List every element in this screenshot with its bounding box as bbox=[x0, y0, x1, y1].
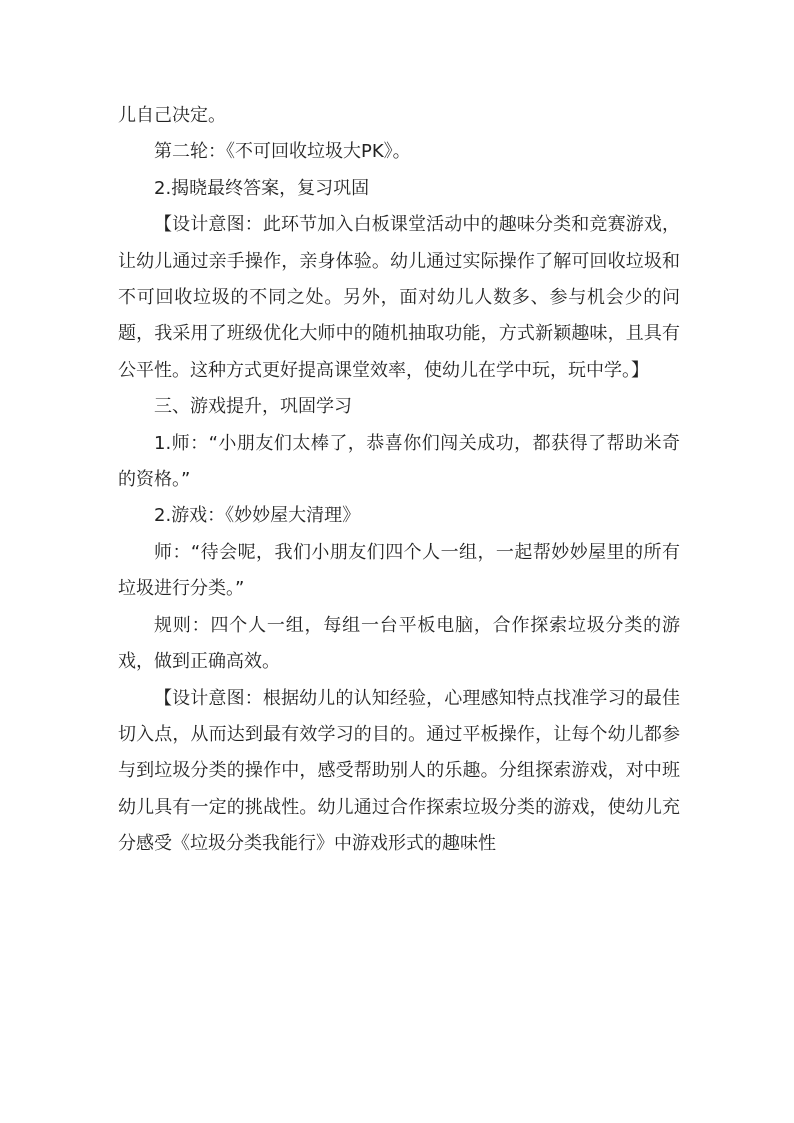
paragraph-teacher-instruction: 师：“待会呢，我们小朋友们四个人一组，一起帮妙妙屋里的所有垃圾进行分类。” bbox=[118, 541, 680, 600]
document-body bbox=[118, 98, 680, 863]
paragraph-design-intent-2: 【设计意图：根据幼儿的认知经验，心理感知特点找准学习的最佳切入点，从而达到最有效学习的目的。通过平板操作，让每个幼儿都参与到垃圾分类的操作中，感受帮助别人的乐趣。分组探索游戏，对中班幼儿具有一定的挑战性。幼儿通过合作探索垃圾分类的游戏，使幼儿充分感受《垃圾分类我能行》中游戏形式的趣味性 bbox=[118, 687, 680, 855]
paragraph-design-intent-1: 【设计意图：此环节加入白板课堂活动中的趣味分类和竞赛游戏，让幼儿通过亲手操作，亲身体验。幼儿通过实际操作了解可回收垃圾和不可回收垃圾的不同之处。另外，面对幼儿人数多、参与机会少的问题，我采用了班级优化大师中的随机抽取功能，方式新颖趣味，且具有公平性。这种方式更好提高课堂效率，使幼儿在学中玩，玩中学。】 bbox=[118, 214, 680, 381]
section-heading-game: 三、游戏提升，巩固学习 bbox=[154, 396, 352, 418]
paragraph-game-title: 2.游戏：《妙妙屋大清理》 bbox=[154, 505, 361, 527]
paragraph-round-two: 第二轮：《不可回收垃圾大PK》。 bbox=[154, 141, 411, 163]
paragraph-rules: 规则：四个人一组，每组一台平板电脑，合作探索垃圾分类的游戏，做到正确高效。 bbox=[118, 614, 680, 673]
paragraph-reveal-answer: 2.揭晓最终答案，复习巩固 bbox=[154, 177, 370, 199]
paragraph-continuation: 儿自己决定。 bbox=[118, 105, 226, 126]
paragraph-teacher-praise: 1.师：“小朋友们太棒了，恭喜你们闯关成功，都获得了帮助米奇的资格。” bbox=[118, 432, 680, 491]
